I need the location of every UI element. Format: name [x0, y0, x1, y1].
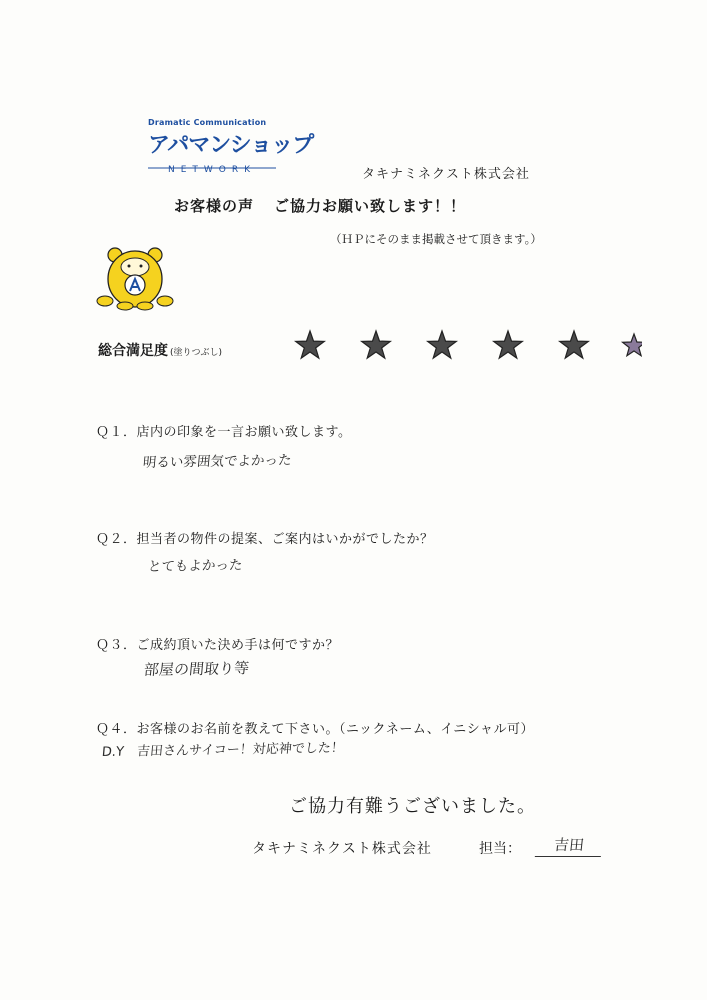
answer-4: D.Y 吉田さんサイコー！対応神でした！ [101, 740, 345, 760]
logo-network-icon [148, 162, 276, 174]
staff-name: 吉田 [535, 834, 603, 857]
rating-star-2 [362, 331, 391, 358]
rating-star-6 [623, 334, 642, 356]
staff-label: 担当： [479, 841, 521, 857]
satisfaction-label [98, 340, 222, 360]
question-4: Ｑ４．お客様のお名前を教えて下さい。（ニックネーム、イニシャル可） [96, 722, 534, 737]
answer-1: 明るい雰囲気でよかった [142, 452, 293, 471]
thanks-message: ご協力有難うございました。 [289, 796, 536, 817]
mascot-bear-icon [95, 245, 177, 311]
answer-3: 部屋の間取り等 [143, 659, 250, 679]
answer-2: とてもよかった [147, 557, 244, 575]
logo-tagline: Dramatic Communication [148, 118, 267, 127]
title-part-2: ご協力お願い致します！！ [274, 197, 467, 215]
company-name-top: タキナミネクスト株式会社 [362, 167, 530, 182]
question-1: Ｑ１．店内の印象を一言お願い致します。 [96, 425, 352, 440]
satisfaction-rating [292, 324, 642, 366]
question-3: Ｑ３．ご成約頂いた決め手は何ですか？ [96, 638, 340, 653]
satisfaction-title: 総合満足度 [98, 343, 168, 359]
title-part-1: お客様の声 [174, 197, 255, 215]
page-title [174, 195, 466, 216]
subtitle: （ＨＰにそのまま掲載させて頂きます。） [330, 232, 542, 246]
rating-star-5 [560, 331, 589, 358]
rating-star-1 [296, 331, 325, 358]
question-2: Ｑ２．担当者の物件の提案、ご案内はいかがでしたか？ [96, 532, 434, 547]
company-name-bottom: タキナミネクスト株式会社 [252, 841, 432, 857]
satisfaction-note: (塗りつぶし) [170, 348, 223, 358]
logo-brand: アパマンショップ [148, 133, 314, 158]
rating-star-3 [428, 331, 457, 358]
logo-network-text: NETWORK [167, 165, 257, 174]
apaman-shop-logo [148, 118, 314, 178]
rating-star-4 [494, 331, 523, 358]
